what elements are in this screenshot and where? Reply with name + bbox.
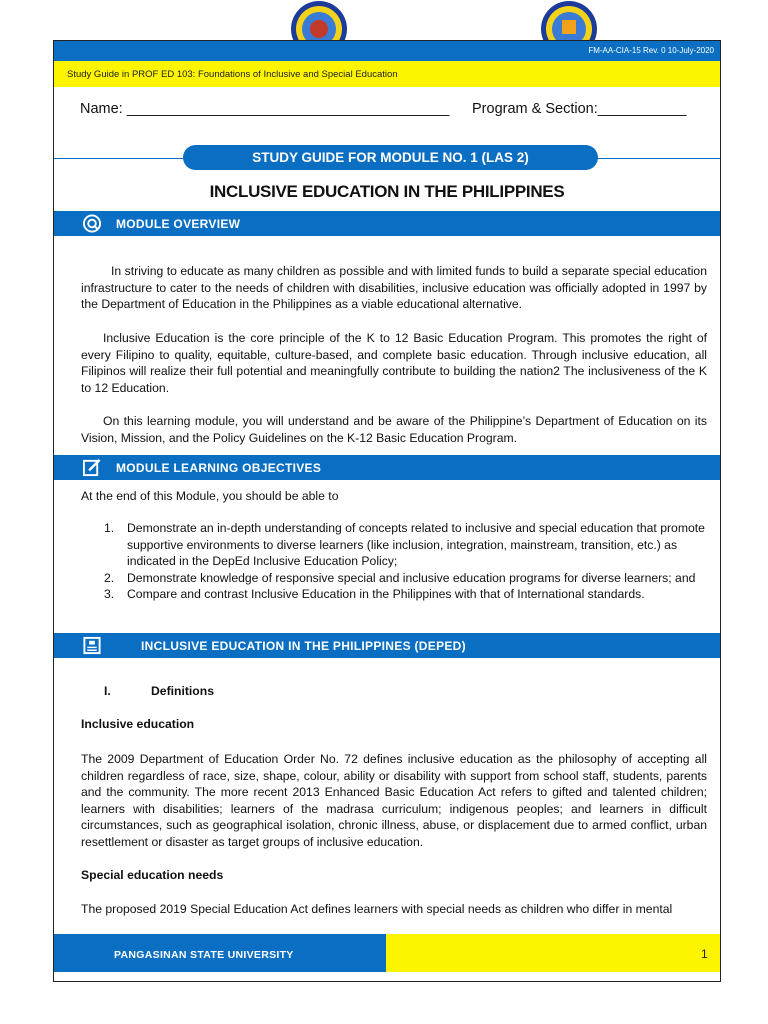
inclusive-education-paragraph: The 2009 Department of Education Order No. 72 defines inclusive education as the philosophy of accepting all children regardless of race, size, shape, colour, ability or disability with support from school staff, students, parents and the community. The more recent 2013 Enhanced Basic Education Act refers to gifted and talented children; learners with disabilities; learners of the madrasa curriculum; indigenous peoples; and learners in difficult circumstances, such as geographical isolation, chronic illness, abuse, or displacement due to armed conflict, urban resettlement or disaster as target groups of inclusive education.	[81, 752, 707, 849]
overview-paragraph-3: On this learning module, you will understand and be aware of the Philippine’s Department of Education on its Vision, Mission, and the Policy Guidelines on the K-12 Basic Education Program.	[81, 414, 707, 445]
module-pill: STUDY GUIDE FOR MODULE NO. 1 (LAS 2)	[183, 145, 598, 170]
list-item-number: 1.	[104, 521, 115, 535]
overview-paragraph-1: In striving to educate as many children as possible and with limited funds to build a separate special education infrastructure to cater to the needs of children with disabilities, inclusive education was officially adopted in 1997 by the Department of Education in the Philippines as a viable educational alternative.	[81, 264, 707, 311]
edit-icon	[82, 458, 102, 477]
header-bar	[54, 41, 720, 61]
program-section-label: Program & Section:___________	[472, 101, 687, 117]
objectives-list	[81, 520, 711, 603]
list-item-number: 3.	[104, 587, 115, 601]
university-seal-left	[290, 0, 348, 40]
section-heading-overview: MODULE OVERVIEW	[116, 217, 241, 231]
divider-left	[54, 158, 184, 159]
subheading-special-education: Special education needs	[81, 868, 224, 882]
footer-university: PANGASINAN STATE UNIVERSITY	[114, 949, 294, 961]
special-education-paragraph: The proposed 2019 Special Education Act defines learners with special needs as children who differ in mental	[81, 902, 673, 916]
form-code: FM-AA-CIA-15 Rev. 0 10-July-2020	[588, 46, 714, 55]
university-seal-right	[540, 0, 598, 40]
section-heading-objectives: MODULE LEARNING OBJECTIVES	[116, 461, 322, 475]
section-title: Definitions	[151, 684, 214, 698]
list-item	[81, 586, 711, 603]
objectives-intro: At the end of this Module, you should be able to	[81, 489, 339, 503]
study-guide-bar	[54, 61, 720, 87]
list-item	[81, 570, 711, 587]
section-bar-deped	[54, 633, 720, 658]
list-item	[81, 520, 711, 570]
search-icon	[82, 214, 102, 233]
footer-bar-yellow	[386, 934, 720, 972]
study-guide-line: Study Guide in PROF ED 103: Foundations of Inclusive and Special Education	[67, 69, 398, 80]
overview-paragraph-2: Inclusive Education is the core principle of the K to 12 Basic Education Program. This promotes the right of every Filipino to quality, equitable, culture-based, and complete basic education. Through inclusive education, all Filipinos will realize their full potential and meaningfully contribute to building the nation2 The inclusiveness of the K to 12 Education.	[81, 331, 707, 395]
list-item-text: Demonstrate knowledge of responsive special and inclusive education programs for diverse learners; and	[127, 570, 696, 585]
section-bar-objectives	[54, 455, 720, 480]
subheading-inclusive-education: Inclusive education	[81, 717, 195, 731]
name-field-label: Name: ________________________________________	[80, 101, 450, 117]
section-number: I.	[104, 684, 111, 698]
list-item-number: 2.	[104, 570, 115, 585]
page-title: INCLUSIVE EDUCATION IN THE PHILIPPINES	[209, 182, 565, 201]
section-heading-deped: INCLUSIVE EDUCATION IN THE PHILIPPINES (DEPED)	[141, 639, 466, 653]
document-icon	[82, 636, 102, 655]
page-number: 1	[701, 947, 708, 961]
list-item-text: Compare and contrast Inclusive Education in the Philippines with that of International standards.	[127, 587, 645, 601]
divider-right	[597, 158, 720, 159]
section-bar-overview	[54, 211, 720, 236]
list-item-text: Demonstrate an in-depth understanding of concepts related to inclusive and special education that promote supportive environments to diverse learners (like inclusion, integration, mainstream, transition, etc.) as indicated in the DepEd Inclusive Education Policy;	[127, 521, 705, 568]
